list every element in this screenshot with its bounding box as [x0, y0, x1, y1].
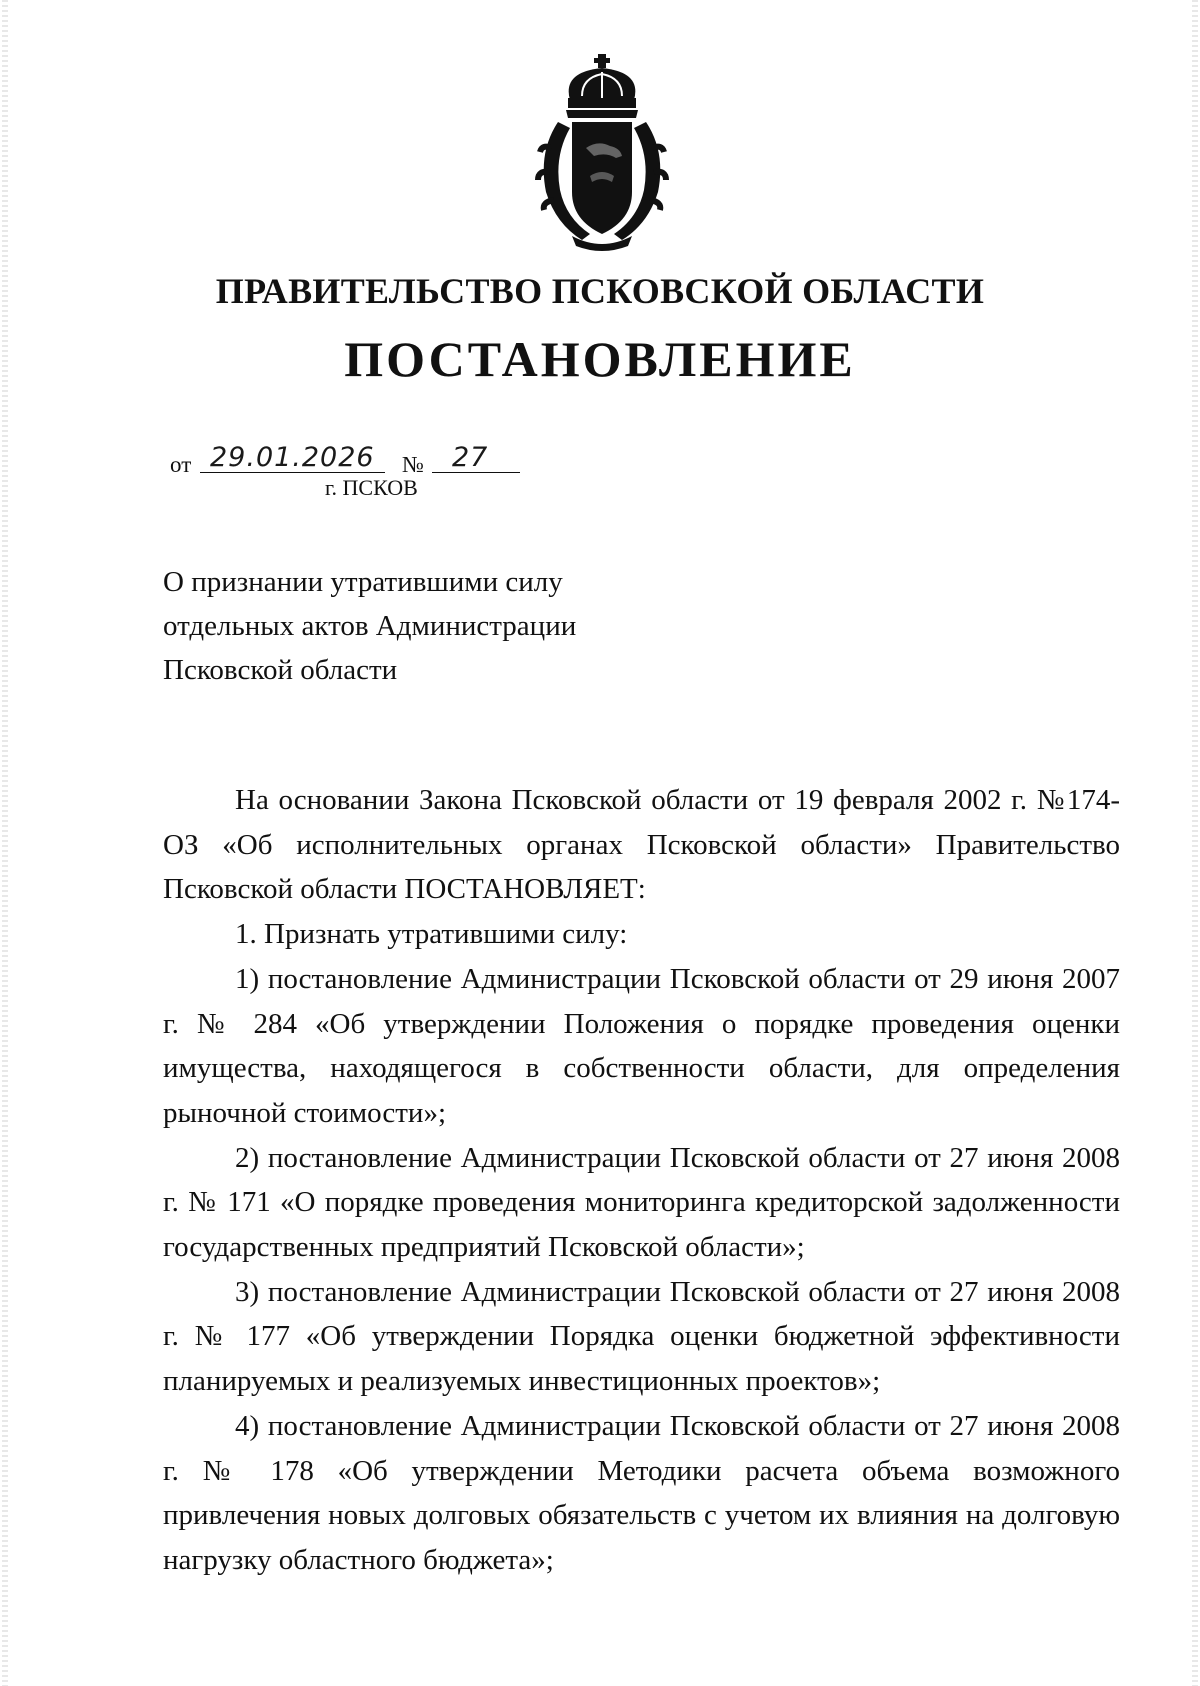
subject-line: Псковской области	[163, 654, 398, 686]
preamble-paragraph: На основании Закона Псковской области от 19 февраля 2002 г. №174-ОЗ «Об исполнительных органах Псковской области» Правительство Псковской области ПОСТАНОВЛЯЕТ:	[163, 784, 1120, 906]
clause-paragraph: 1. Признать утратившими силу:	[235, 918, 628, 951]
list-item: 3) постановление Администрации Псковской области от 27 июня 2008 г. № 177 «Об утверждении Порядка оценки бюджетной эффективности планируемых и реализуемых инвестиционных проектов»;	[163, 1275, 1120, 1398]
date-label: от	[170, 452, 192, 477]
scan-edge-right	[1192, 0, 1198, 1686]
number-value: 27	[452, 442, 489, 473]
document-body	[163, 778, 1120, 1583]
date-value: 29.01.2026	[210, 442, 375, 473]
document-type-title: ПОСТАНОВЛЕНИЕ	[344, 331, 856, 387]
document-subject	[163, 560, 576, 692]
organization-title: ПРАВИТЕЛЬСТВО ПСКОВСКОЙ ОБЛАСТИ	[215, 271, 985, 311]
city-label: г. ПСКОВ	[325, 475, 418, 500]
number-label: №	[402, 452, 424, 477]
scan-edge-left	[2, 0, 8, 1686]
subject-line: О признании утратившими силу	[163, 566, 563, 598]
list-item: 1) постановление Администрации Псковской области от 29 июня 2007 г. № 284 «Об утверждении Положения о порядке проведения оценки имущества, находящегося в собственности области, для определения рыночной стоимости»;	[163, 962, 1120, 1129]
subject-line: отдельных актов Администрации	[163, 610, 577, 642]
list-item: 4) постановление Администрации Псковской области от 27 июня 2008 г. № 178 «Об утверждении Методики расчета объема возможного привлечения новых долговых обязательств с учетом их влияния на долговую нагрузку областного бюджета»;	[163, 1409, 1120, 1576]
coat-of-arms-icon	[532, 52, 672, 252]
list-item: 2) постановление Администрации Псковской области от 27 июня 2008 г. № 171 «О порядке проведения мониторинга кредиторской задолженности государственных предприятий Псковской области»;	[163, 1141, 1120, 1264]
